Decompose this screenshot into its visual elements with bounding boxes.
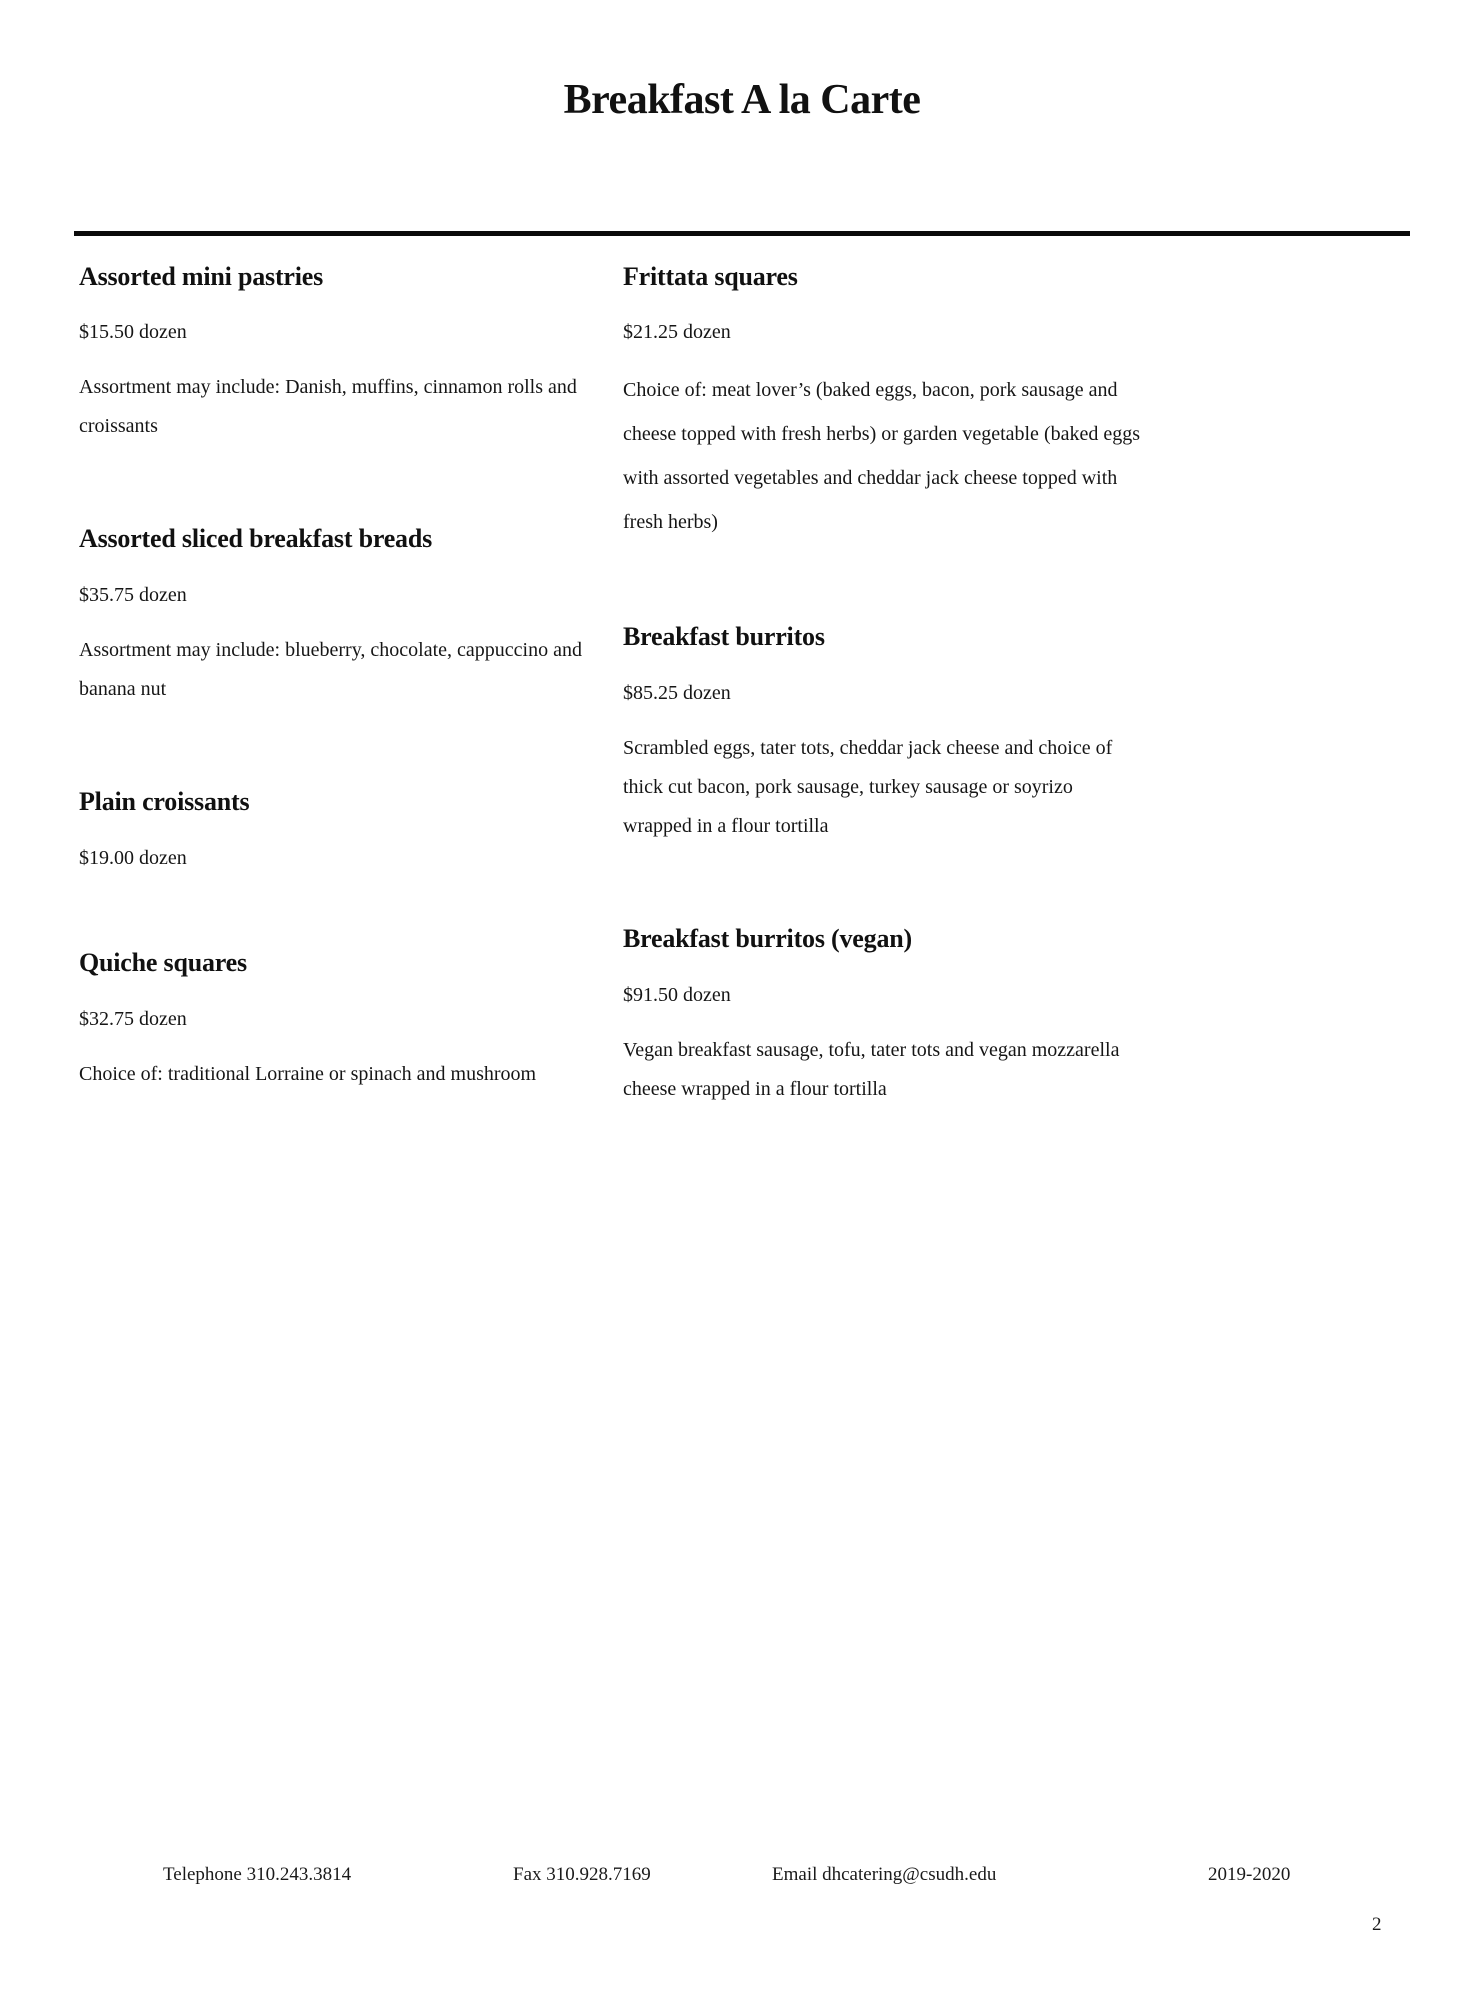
item-name: Breakfast burritos bbox=[623, 622, 825, 652]
item-name: Assorted mini pastries bbox=[79, 261, 324, 291]
item-name: Plain croissants bbox=[79, 787, 250, 817]
menu-item bbox=[79, 262, 599, 447]
menu-column-left bbox=[79, 262, 599, 1188]
menu-item bbox=[623, 622, 1143, 846]
item-description: Choice of: traditional Lorraine or spinach and mushroom bbox=[79, 1063, 537, 1086]
item-description: Choice of: meat lover’s (baked eggs, bacon, pork sausage and cheese topped with fresh herbs) or garden vegetable (baked eggs with assorted vegetables and cheddar jack cheese topped with fresh herbs) bbox=[623, 379, 1141, 534]
menu-item bbox=[79, 948, 599, 1094]
menu-item bbox=[79, 524, 599, 709]
item-name: Quiche squares bbox=[79, 948, 247, 978]
item-description: Vegan breakfast sausage, tofu, tater tots and vegan mozzarella cheese wrapped in a flour tortilla bbox=[623, 1039, 1120, 1101]
item-description: Assortment may include: Danish, muffins, cinnamon rolls and croissants bbox=[79, 376, 577, 438]
item-price: $35.75 dozen bbox=[79, 584, 187, 607]
item-price: $91.50 dozen bbox=[623, 984, 731, 1007]
item-price: $85.25 dozen bbox=[623, 682, 731, 705]
footer-fax: Fax 310.928.7169 bbox=[513, 1864, 651, 1885]
item-price: $21.25 dozen bbox=[623, 321, 731, 344]
menu-item bbox=[623, 924, 1143, 1109]
title-divider-line bbox=[74, 231, 1410, 236]
menu-column-right bbox=[623, 262, 1143, 1188]
item-price: $15.50 dozen bbox=[79, 321, 187, 344]
item-name: Frittata squares bbox=[623, 261, 798, 291]
menu-columns bbox=[0, 262, 1484, 1188]
menu-item bbox=[623, 262, 1143, 545]
menu-item bbox=[79, 787, 599, 870]
item-price: $19.00 dozen bbox=[79, 847, 187, 870]
item-description: Assortment may include: blueberry, chocolate, cappuccino and banana nut bbox=[79, 639, 582, 701]
page-number: 2 bbox=[1372, 1914, 1382, 1935]
item-name: Breakfast burritos (vegan) bbox=[623, 924, 912, 954]
item-name: Assorted sliced breakfast breads bbox=[79, 524, 433, 554]
page-title: Breakfast A la Carte bbox=[563, 77, 921, 123]
footer-year: 2019-2020 bbox=[1208, 1864, 1291, 1885]
item-price: $32.75 dozen bbox=[79, 1008, 187, 1031]
footer-telephone: Telephone 310.243.3814 bbox=[163, 1864, 352, 1885]
footer-email: Email dhcatering@csudh.edu bbox=[772, 1864, 997, 1885]
item-description: Scrambled eggs, tater tots, cheddar jack cheese and choice of thick cut bacon, pork sausage, turkey sausage or soyrizo wrapped in a flour tortilla bbox=[623, 737, 1113, 838]
